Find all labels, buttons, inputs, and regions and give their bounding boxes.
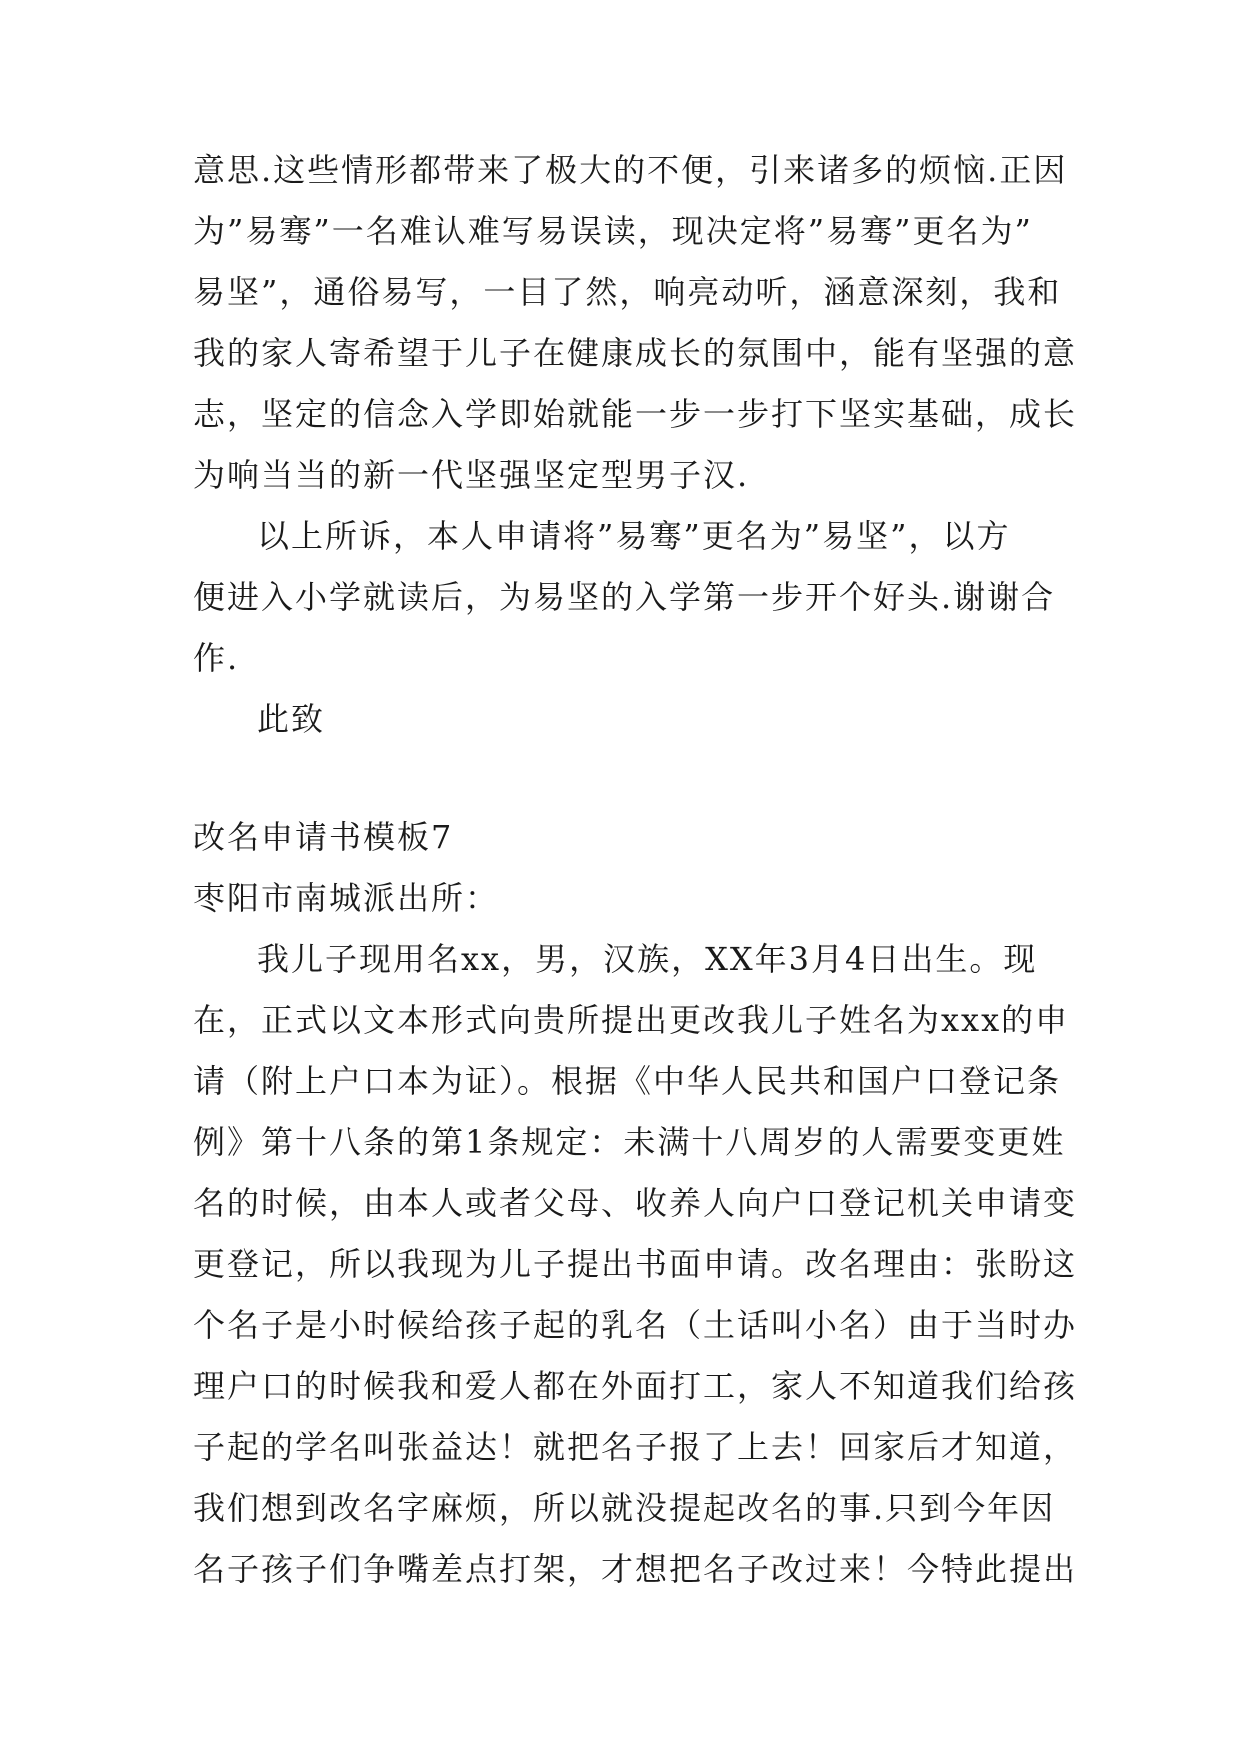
body-text-line: 理户口的时候我和爱人都在外面打工，家人不知道我们给孩 xyxy=(193,1367,1078,1405)
body-text-line: 意思.这些情形都带来了极大的不便，引来诸多的烦恼.正因 xyxy=(193,151,1068,189)
body-text-line: 作. xyxy=(193,639,240,677)
body-text-line: 我的家人寄希望于儿子在健康成长的氛围中，能有坚强的意 xyxy=(193,334,1078,372)
body-text-line: 我们想到改名字麻烦，所以就没提起改名的事.只到今年因 xyxy=(193,1489,1056,1527)
paragraph-first-line: 以上所诉，本人申请将”易骞”更名为”易坚”，以方 xyxy=(257,517,1011,555)
body-text-line: 请（附上户口本为证）。根据《中华人民共和国户口登记条 xyxy=(193,1062,1062,1100)
section-title: 改名申请书模板7 xyxy=(193,818,454,856)
body-text-line: 子起的学名叫张益达！就把名子报了上去！回家后才知道， xyxy=(193,1428,1078,1466)
body-text-line: 为响当当的新一代坚强坚定型男子汉. xyxy=(193,456,750,494)
body-text-line: 易坚”，通俗易写，一目了然，响亮动听，涵意深刻，我和 xyxy=(193,273,1062,311)
addressee: 枣阳市南城派出所： xyxy=(193,879,500,917)
body-text-line: 例》第十八条的第1条规定：未满十八周岁的人需要变更姓 xyxy=(193,1123,1066,1161)
body-text-line: 个名子是小时候给孩子起的乳名（土话叫小名）由于当时办 xyxy=(193,1306,1078,1344)
body-text-line: 名的时候，由本人或者父母、收养人向户口登记机关申请变 xyxy=(193,1184,1078,1222)
body-text-line: 志，坚定的信念入学即始就能一步一步打下坚实基础，成长 xyxy=(193,395,1078,433)
body-text-line: 名子孩子们争嘴差点打架，才想把名子改过来！今特此提出 xyxy=(193,1550,1078,1588)
closing-salutation: 此致 xyxy=(257,700,326,738)
body-text-line: 便进入小学就读后，为易坚的入学第一步开个好头.谢谢合 xyxy=(193,578,1056,616)
body-text-line: 为”易骞”一名难认难写易误读，现决定将”易骞”更名为” xyxy=(193,212,1033,250)
body-text-line: 在，正式以文本形式向贵所提出更改我儿子姓名为xxx的申 xyxy=(193,1001,1070,1039)
body-text-line: 更登记，所以我现为儿子提出书面申请。改名理由：张盼这 xyxy=(193,1245,1078,1283)
paragraph-first-line: 我儿子现用名xx，男，汉族，XX年3月4日出生。现 xyxy=(257,940,1038,978)
